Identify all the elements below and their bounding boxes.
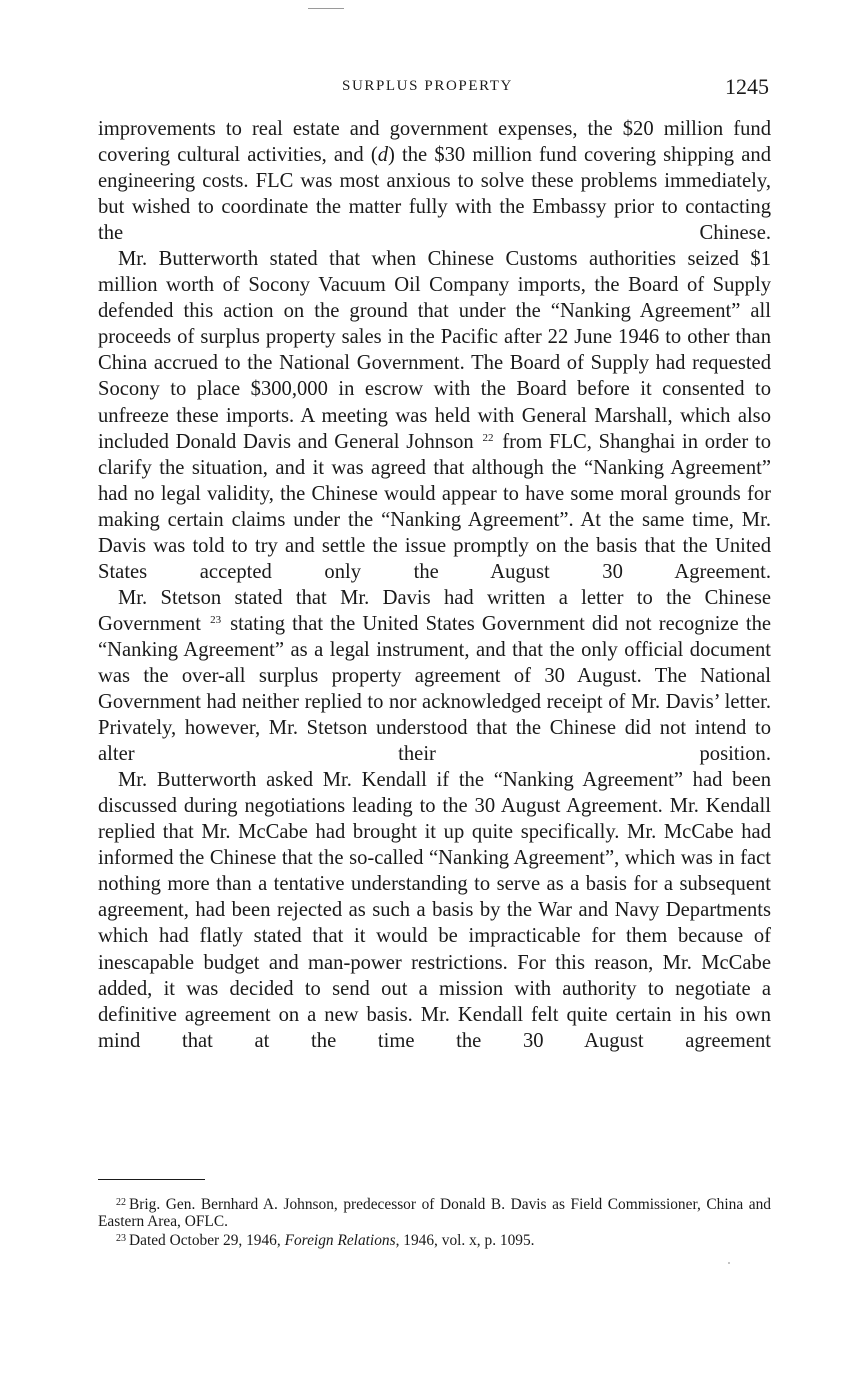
paragraph-text: stating that the United States Government did not recognize the “Nanking Agreement” as a legal instrument, and that the only official document was the over-all surplus property agreement of 30 August. The National Government had neither replied to nor acknowledged receipt of Mr. Davis’ letter. Privately, however, Mr. Stetson understood that the Chinese did not intend to alter their position.	[98, 612, 772, 766]
paragraph-3	[98, 585, 771, 767]
paragraph-text: Mr. Butterworth asked Mr. Kendall if the “Nanking Agreement” had been discussed during negotiations leading to the 30 August Agreement. Mr. Kendall replied that Mr. McCabe had brought it up quite specifically. Mr. McCabe had informed the Chinese that the so-called “Nanking Agreement”, which was in fact nothing more than a tentative understanding to serve as a basis for a subsequent agreement, had been rejected as such a basis by the War and Navy Departments which had flatly stated that it would be impracticable for them because of inescapable budget and man-power restrictions. For this reason, Mr. McCabe added, it was decided to send out a mission with authority to negotiate a definitive agreement on a new basis. Mr. Kendall felt quite certain in his own mind that at the time the 30 August agreement	[98, 769, 771, 1052]
footnote-22	[98, 1194, 771, 1230]
footnote-text: Brig. Gen. Bernhard A. Johnson, predecessor of Donald B. Davis as Field Commissioner, China and Eastern Area, OFLC.	[98, 1196, 771, 1230]
scan-speck	[728, 1262, 730, 1264]
body-text	[98, 116, 771, 1054]
document-page	[98, 0, 771, 1380]
footnote-divider	[98, 1179, 205, 1180]
footnote-number: 23	[116, 1233, 126, 1244]
footnote-ref-23: 23	[210, 613, 222, 626]
paragraph-4	[98, 767, 771, 1054]
running-header	[98, 74, 771, 102]
footnotes	[98, 1194, 771, 1249]
paragraph-text: improvements to real estate and government expenses, the $20 million fund covering cultural activities, and (	[98, 118, 771, 167]
footnote-ref-22: 22	[482, 431, 494, 444]
page-number: 1245	[725, 74, 769, 99]
paragraph-text: Mr. Stetson stated that Mr. Davis had written a letter to the Chinese Government	[98, 586, 771, 635]
scan-mark-top	[308, 8, 344, 9]
paragraph-1	[98, 116, 771, 246]
footnote-23	[98, 1230, 771, 1249]
paragraph-2	[98, 246, 771, 585]
paragraph-text: from FLC, Shanghai in order to clarify the situation, and it was agreed that although the “Nanking Agreement” had no legal validity, the Chinese would appear to have some moral grounds for making certain claims under the “Nanking Agreement”. At the same time, Mr. Davis was told to try and settle the issue promptly on the basis that the United States accepted only the August 30 Agreement.	[98, 430, 772, 583]
footnote-italic-title: Foreign Relations	[284, 1232, 396, 1249]
footnote-number: 22	[116, 1197, 126, 1208]
running-title: SURPLUS PROPERTY	[342, 78, 513, 94]
paragraph-text: Mr. Butterworth stated that when Chinese Customs authorities seized $1 million worth of Socony Vacuum Oil Company imports, the Board of Supply defended this action on the ground that under the “Nanking Agreement” all proceeds of surplus property sales in the Pacific after 22 June 1946 to other than China accrued to the National Government. The Board of Supply had requested Socony to place $300,000 in escrow with the Board before it consented to unfreeze these imports. A meeting was held with General Marshall, which also included Donald Davis and General Johnson	[98, 248, 771, 453]
footnote-text: , 1946, vol. x, p. 1095.	[395, 1232, 535, 1249]
paragraph-text: ) the $30 million fund covering shipping and engineering costs. FLC was most anxious to solve these problems immediately, but wished to coordinate the matter fully with the Embassy prior to contacting the Chinese.	[98, 144, 772, 245]
paragraph-italic-letter: d	[377, 144, 388, 167]
footnote-text: Dated October 29, 1946,	[129, 1232, 285, 1249]
